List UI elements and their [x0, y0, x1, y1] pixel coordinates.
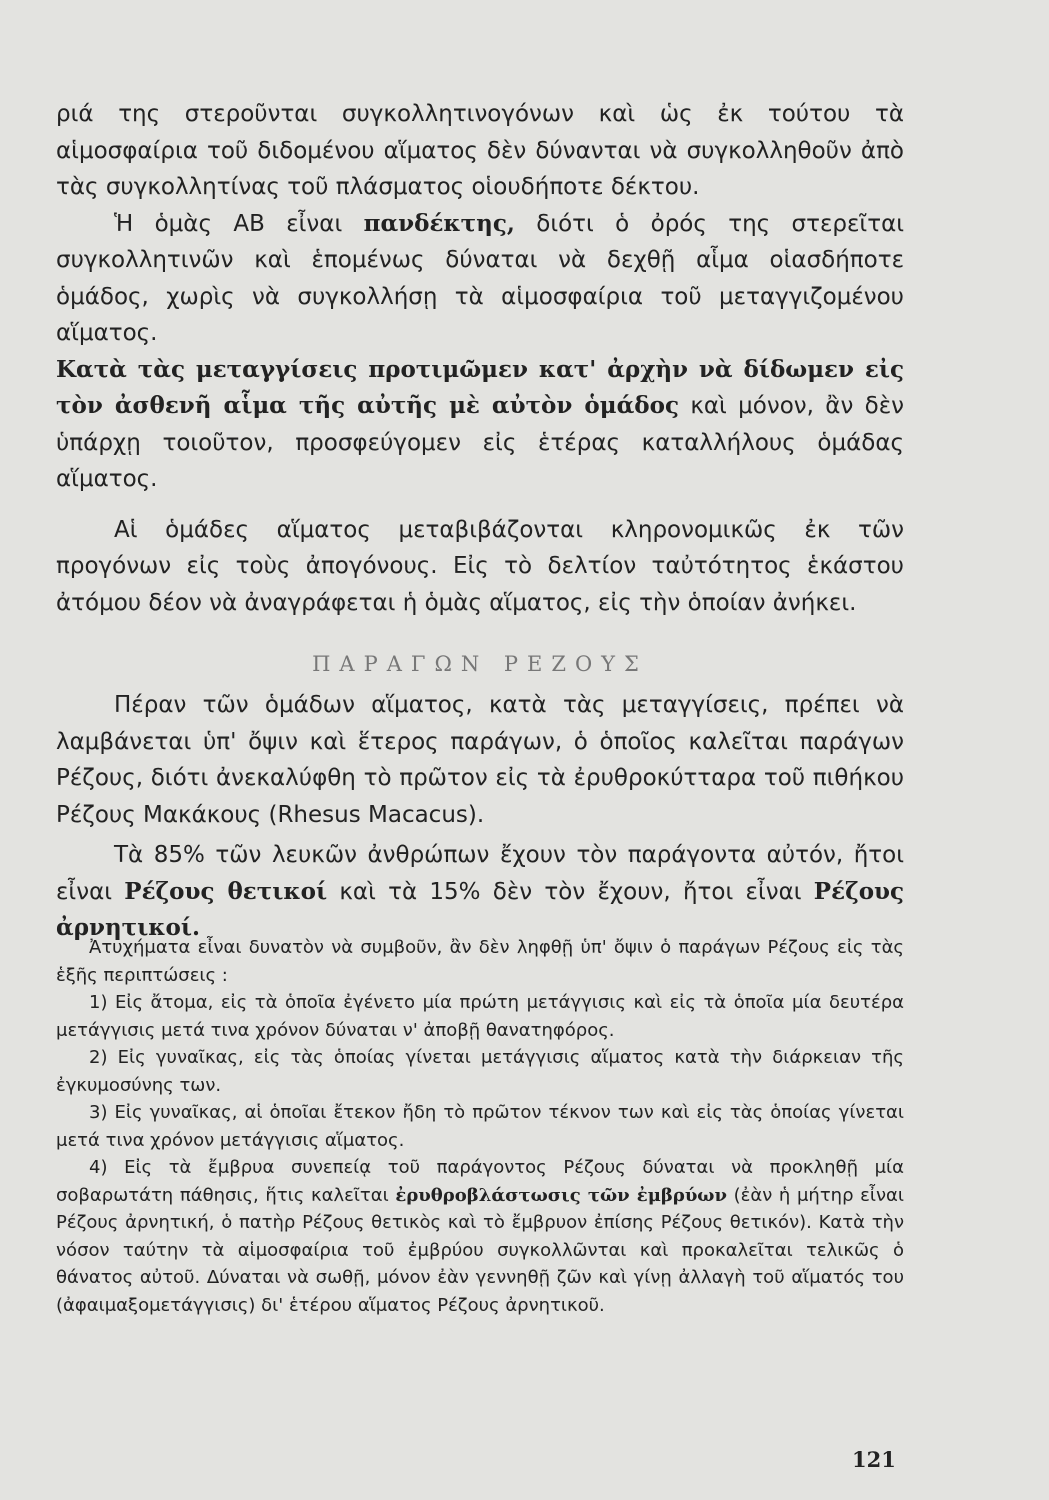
section-rhesus	[56, 687, 904, 947]
list-item-1: 1) Εἰς ἄτομα, εἰς τὰ ὁποῖα ἐγένετο μία πρώτη μετάγγισις καὶ εἰς τὰ ὁποῖα μία δευτέρα μετάγγισις μετά τινα χρόνον δύναται ν' ἀποβῇ θανατηφόρος.	[56, 992, 904, 1041]
bold-term: ἐρυθροβλάστωσις τῶν ἐμβρύων	[395, 1184, 727, 1206]
text-run: Τὰ 85% τῶν λευκῶν ἀνθρώπων ἔχουν τὸν παράγοντα αὐτόν, ἤτοι εἶναι	[56, 842, 904, 905]
list-item-4	[56, 1154, 904, 1319]
bold-statement: Κατὰ τὰς μεταγγίσεις προτιμῶμεν κατ' ἀρχὴν νὰ δίδωμεν εἰς τὸν ἀσθενῆ αἷμα τῆς αὐτῆς μὲ αὐτὸν ὁμάδος	[56, 355, 904, 419]
paragraph-transfusion-preference	[56, 352, 904, 498]
paragraph-inheritance: Αἱ ὁμάδες αἵματος μεταβιβάζονται κληρονομικῶς ἐκ τῶν προγόνων εἰς τοὺς ἀπογόνους. Εἰς τὸ δελτίον ταὐτότητος ἑκάστου ἀτόμου δέον νὰ ἀναγράφεται ἡ ὁμὰς αἵματος, εἰς τὴν ὁποίαν ἀνήκει.	[56, 516, 904, 616]
paragraph-rhesus-factor: Πέραν τῶν ὁμάδων αἵματος, κατὰ τὰς μεταγγίσεις, πρέπει νὰ λαμβάνεται ὑπ' ὄψιν καὶ ἕτερος παράγων, ὁ ὁποῖος καλεῖται παράγων Ρέζους, διότι ἀνεκαλύφθη τὸ πρῶτον εἰς τὰ ἐρυθροκύτταρα τοῦ πιθήκου Ρέζους Μακάκους (Rhesus Macacus).	[56, 692, 904, 828]
bold-term: πανδέκτης,	[363, 209, 515, 237]
list-item-3: 3) Εἰς γυναῖκας, αἱ ὁποῖαι ἔτεκον ἤδη τὸ πρῶτον τέκνον των καὶ εἰς τὰς ὁποίας γίνεται μετά τινα χρόνον μετάγγισις αἵματος.	[56, 1102, 904, 1151]
section-accidents	[56, 934, 904, 1319]
text-run: καὶ μόνον, ἂν δὲν ὑπάρχῃ τοιοῦτον, προσφεύγομεν εἰς ἑτέρας καταλλήλους ὁμάδας αἵματος.	[56, 393, 904, 492]
paragraph-continuation: ριά της στεροῦνται συγκολλητινογόνων καὶ ὡς ἐκ τούτου τὰ αἱμοσφαίρια τοῦ διδομένου αἵματος δὲν δύνανται νὰ συγκολληθοῦν ἀπὸ τὰς συγκολλητίνας τοῦ πλάσματος οἱουδήποτε δέκτου.	[56, 101, 904, 200]
paragraph-rhesus-percent	[56, 837, 904, 947]
text-run: 4) Εἰς τὰ ἔμβρυα συνεπείᾳ τοῦ παράγοντος Ρέζους δύναται νὰ προκληθῇ μία σοβαρωτάτη πάθησις, ἥτις καλεῖται	[56, 1157, 904, 1206]
text-run: καὶ τὰ 15% δὲν τὸν ἔχουν, ἤτοι εἶναι	[327, 878, 814, 905]
bold-term: Ρέζους θετικοί	[124, 877, 328, 905]
bold-term: Ρέζους ἀρνητικοί.	[56, 877, 904, 941]
paragraph-accidents-intro: Ἀτυχήματα εἶναι δυνατὸν νὰ συμβοῦν, ἂν δὲν ληφθῇ ὑπ' ὄψιν ὁ παράγων Ρέζους εἰς τὰς ἑξῆς περιπτώσεις :	[56, 937, 904, 986]
page-number: 121	[852, 1447, 896, 1472]
section-blood-groups	[56, 96, 904, 621]
section-heading: ΠΑΡΑΓΩΝ ΡΕΖΟΥΣ	[312, 652, 648, 676]
text-run: διότι ὁ ὀρός της στερεῖται συγκολλητινῶν καὶ ἑπομένως δύναται νὰ δεχθῇ αἷμα οἱασδήποτε ὁμάδος, χωρὶς νὰ συγκολλήσῃ τὰ αἱμοσφαίρια τοῦ μεταγγιζομένου αἵματος.	[56, 210, 905, 346]
list-item-2: 2) Εἰς γυναῖκας, εἰς τὰς ὁποίας γίνεται μετάγγισις αἵματος κατὰ τὴν διάρκειαν τῆς ἐγκυμοσύνης των.	[56, 1047, 904, 1096]
text-run: (ἐὰν ἡ μήτηρ εἶναι Ρέζους ἀρνητική, ὁ πατὴρ Ρέζους θετικὸς καὶ τὸ ἔμβρυον ἐπίσης Ρέζους θετικόν). Κατὰ τὴν νόσον ταύτην τὰ αἱμοσφαίρια τοῦ ἐμβρύου συγκολλῶνται καὶ προκαλεῖται τελικῶς ὁ θάνατος αὐτοῦ. Δύναται νὰ σωθῇ, μόνον ἐὰν γεννηθῇ ζῶν καὶ γίνῃ ἀλλαγὴ τοῦ αἵματός του (ἀφαιμαξομετάγγισις) δι' ἑτέρου αἵματος Ρέζους ἀρνητικοῦ.	[56, 1184, 904, 1316]
text-run: Ἡ ὁμὰς ΑΒ εἶναι	[114, 210, 364, 237]
paragraph-ab-universal-recipient	[56, 206, 904, 352]
section-heading-wrap	[56, 652, 904, 676]
